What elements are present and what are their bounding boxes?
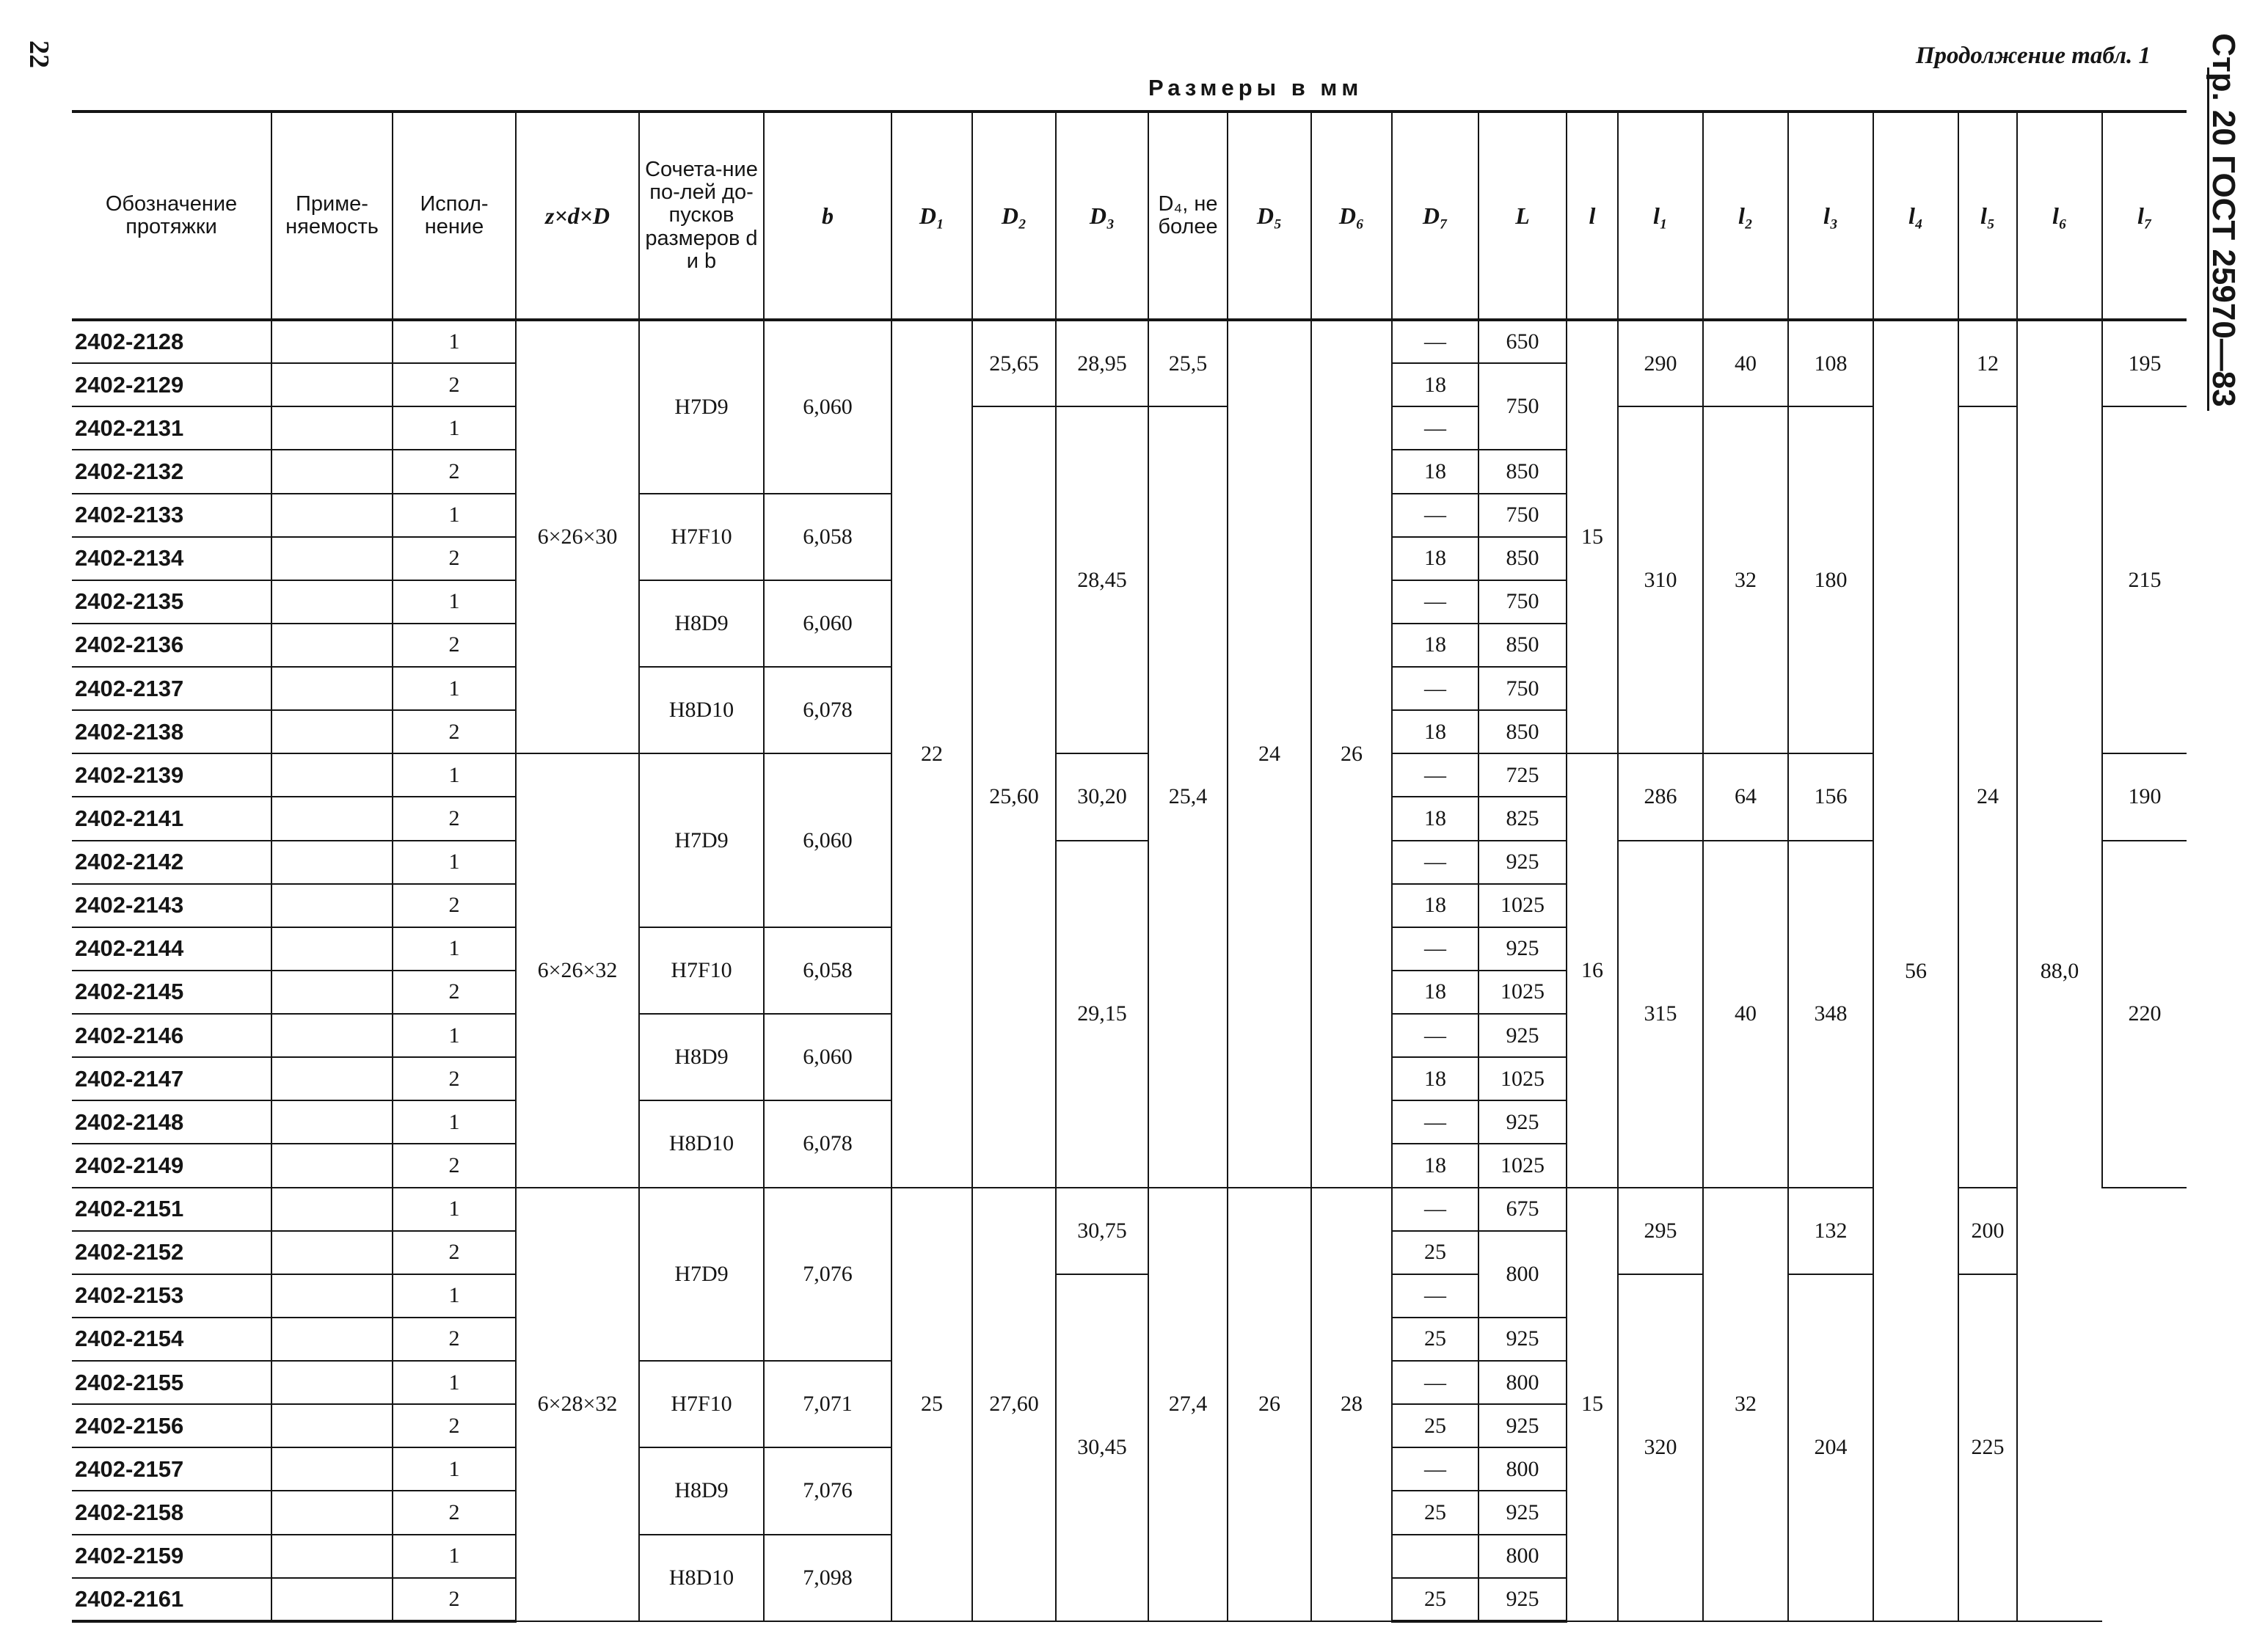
applicability-cell: [271, 927, 393, 971]
side-title-text: Стр. 20 ГОСТ 25970—83: [2206, 33, 2242, 407]
designation-cell: 2402-2151: [72, 1188, 271, 1231]
b-cell: 6,060: [764, 320, 891, 494]
D7-cell: —: [1392, 1188, 1478, 1231]
l4-cell: 56: [1873, 320, 1958, 1621]
designation-cell: 2402-2134: [72, 537, 271, 580]
L-cell: 925: [1478, 1318, 1567, 1361]
applicability-cell: [271, 797, 393, 840]
b-cell: 6,060: [764, 580, 891, 667]
l2-cell: 32: [1703, 1188, 1788, 1622]
version-cell: 1: [393, 494, 516, 537]
D7-cell: —: [1392, 1447, 1478, 1491]
applicability-cell: [271, 450, 393, 493]
tolerance-cell: H8D10: [639, 1100, 764, 1187]
table-row: [72, 753, 2187, 797]
L-cell: 1025: [1478, 1144, 1567, 1187]
D7-cell: 25: [1392, 1318, 1478, 1361]
D5-cell: 26: [1228, 1188, 1311, 1622]
version-cell: 1: [393, 580, 516, 624]
version-cell: 1: [393, 1361, 516, 1404]
applicability-cell: [271, 1100, 393, 1144]
l7-cell: 190: [2102, 753, 2187, 840]
D2-cell: 27,60: [972, 1188, 1056, 1622]
D4-cell: 25,5: [1148, 320, 1228, 406]
L-cell: 825: [1478, 797, 1567, 840]
version-cell: 2: [393, 1491, 516, 1534]
header-D3: D₃: [1056, 112, 1148, 320]
header-l6: l₆: [2017, 112, 2102, 320]
D3-cell: 30,45: [1056, 1274, 1148, 1621]
applicability-cell: [271, 1404, 393, 1447]
L-cell: 925: [1478, 1100, 1567, 1144]
applicability-cell: [271, 710, 393, 753]
l-cell: 15: [1567, 320, 1618, 753]
applicability-cell: [271, 1447, 393, 1491]
l3-cell: 204: [1788, 1274, 1873, 1621]
header-l7: l₇: [2102, 112, 2187, 320]
header-D6: D₆: [1311, 112, 1392, 320]
D1-cell: 25: [891, 1188, 972, 1622]
L-cell: 750: [1478, 494, 1567, 537]
applicability-cell: [271, 406, 393, 450]
D7-cell: —: [1392, 753, 1478, 797]
l2-cell: 64: [1703, 753, 1788, 840]
version-cell: 2: [393, 971, 516, 1014]
applicability-cell: [271, 1318, 393, 1361]
l3-cell: 348: [1788, 841, 1873, 1188]
zdD-cell: 6×26×32: [516, 753, 639, 1187]
version-cell: 1: [393, 320, 516, 363]
D3-cell: 30,75: [1056, 1188, 1148, 1274]
designation-cell: 2402-2138: [72, 710, 271, 753]
D7-cell: —: [1392, 1100, 1478, 1144]
applicability-cell: [271, 753, 393, 797]
tolerance-cell: H8D9: [639, 580, 764, 667]
zdD-cell: 6×28×32: [516, 1188, 639, 1622]
header-D5: D₅: [1228, 112, 1311, 320]
L-cell: 725: [1478, 753, 1567, 797]
version-cell: 1: [393, 1274, 516, 1318]
b-cell: 6,058: [764, 494, 891, 580]
table-row: [72, 406, 2187, 450]
L-cell: 925: [1478, 1578, 1567, 1621]
b-cell: 6,078: [764, 667, 891, 753]
L-cell: 925: [1478, 841, 1567, 884]
version-cell: 1: [393, 1014, 516, 1057]
designation-cell: 2402-2148: [72, 1100, 271, 1144]
version-cell: 2: [393, 1144, 516, 1187]
header-D1: D₁: [891, 112, 972, 320]
D7-cell: 18: [1392, 1144, 1478, 1187]
l1-cell: 315: [1618, 841, 1703, 1188]
l5-cell: 12: [1958, 320, 2017, 406]
L-cell: 850: [1478, 710, 1567, 753]
l7-cell: 200: [1958, 1188, 2017, 1274]
D7-cell: 18: [1392, 797, 1478, 840]
D4-cell: 25,4: [1148, 406, 1228, 1187]
l3-cell: 108: [1788, 320, 1873, 406]
designation-cell: 2402-2146: [72, 1014, 271, 1057]
L-cell: 800: [1478, 1447, 1567, 1491]
designation-cell: 2402-2137: [72, 667, 271, 710]
header-row: [72, 112, 2187, 320]
D3-cell: 28,95: [1056, 320, 1148, 406]
applicability-cell: [271, 1057, 393, 1100]
b-cell: 6,060: [764, 753, 891, 927]
b-cell: 6,060: [764, 1014, 891, 1100]
applicability-cell: [271, 1274, 393, 1318]
D7-cell: —: [1392, 1361, 1478, 1404]
D6-cell: 26: [1311, 320, 1392, 1188]
l2-cell: 40: [1703, 841, 1788, 1188]
tolerance-cell: H7D9: [639, 1188, 764, 1362]
designation-cell: 2402-2154: [72, 1318, 271, 1361]
units-caption: Размеры в мм: [1148, 75, 1363, 101]
version-cell: 1: [393, 753, 516, 797]
D7-cell: 18: [1392, 363, 1478, 406]
applicability-cell: [271, 667, 393, 710]
version-cell: 1: [393, 1535, 516, 1578]
D7-cell: 25: [1392, 1404, 1478, 1447]
D7-cell: 25: [1392, 1231, 1478, 1274]
version-cell: 2: [393, 537, 516, 580]
designation-cell: 2402-2135: [72, 580, 271, 624]
tolerance-cell: H7D9: [639, 753, 764, 927]
D7-cell: 18: [1392, 537, 1478, 580]
designation-cell: 2402-2147: [72, 1057, 271, 1100]
version-cell: 1: [393, 1188, 516, 1231]
L-cell: 925: [1478, 927, 1567, 971]
applicability-cell: [271, 320, 393, 363]
header-version: Испол-нение: [393, 112, 516, 320]
designation-cell: 2402-2139: [72, 753, 271, 797]
L-cell: 925: [1478, 1014, 1567, 1057]
l7-cell: 220: [2102, 841, 2187, 1188]
L-cell: 850: [1478, 537, 1567, 580]
designation-cell: 2402-2152: [72, 1231, 271, 1274]
applicability-cell: [271, 884, 393, 927]
version-cell: 1: [393, 1100, 516, 1144]
version-cell: 2: [393, 797, 516, 840]
header-l3: l₃: [1788, 112, 1873, 320]
designation-cell: 2402-2145: [72, 971, 271, 1014]
D2-cell: 25,65: [972, 320, 1056, 406]
applicability-cell: [271, 1578, 393, 1621]
header-b: b: [764, 112, 891, 320]
b-cell: 7,076: [764, 1188, 891, 1362]
applicability-cell: [271, 580, 393, 624]
l5-cell: 24: [1958, 406, 2017, 1187]
l1-cell: 295: [1618, 1188, 1703, 1274]
designation-cell: 2402-2158: [72, 1491, 271, 1534]
applicability-cell: [271, 363, 393, 406]
D7-cell: —: [1392, 320, 1478, 363]
l2-cell: 32: [1703, 406, 1788, 753]
l3-cell: 132: [1788, 1188, 1873, 1274]
applicability-cell: [271, 1535, 393, 1578]
table-row: [72, 320, 2187, 363]
L-cell: 1025: [1478, 884, 1567, 927]
version-cell: 1: [393, 1447, 516, 1491]
applicability-cell: [271, 1491, 393, 1534]
designation-cell: 2402-2156: [72, 1404, 271, 1447]
D7-cell: —: [1392, 1274, 1478, 1318]
L-cell: 800: [1478, 1535, 1567, 1578]
header-l2: l₂: [1703, 112, 1788, 320]
header-L: L: [1478, 112, 1567, 320]
applicability-cell: [271, 1188, 393, 1231]
designation-cell: 2402-2136: [72, 624, 271, 667]
L-cell: 750: [1478, 580, 1567, 624]
l3-cell: 156: [1788, 753, 1873, 840]
applicability-cell: [271, 537, 393, 580]
D7-cell: —: [1392, 927, 1478, 971]
D7-cell: —: [1392, 841, 1478, 884]
D4-cell: 27,4: [1148, 1188, 1228, 1622]
L-cell: 800: [1478, 1231, 1567, 1318]
version-cell: 2: [393, 450, 516, 493]
L-cell: 750: [1478, 667, 1567, 710]
version-cell: 2: [393, 1578, 516, 1621]
tolerance-cell: H8D9: [639, 1447, 764, 1534]
designation-cell: 2402-2155: [72, 1361, 271, 1404]
header-zdD: z×d×D: [516, 112, 639, 320]
designation-cell: 2402-2144: [72, 927, 271, 971]
header-D4: D₄, не более: [1148, 112, 1228, 320]
tolerance-cell: H7F10: [639, 927, 764, 1014]
l7-cell: 215: [2102, 406, 2187, 753]
l7-cell: 225: [1958, 1274, 2017, 1621]
version-cell: 2: [393, 1057, 516, 1100]
designation-cell: 2402-2132: [72, 450, 271, 493]
D3-cell: 29,15: [1056, 841, 1148, 1188]
D7-cell: —: [1392, 1014, 1478, 1057]
l3-cell: 180: [1788, 406, 1873, 753]
L-cell: 1025: [1478, 971, 1567, 1014]
L-cell: 675: [1478, 1188, 1567, 1231]
version-cell: 2: [393, 363, 516, 406]
l6-cell: 88,0: [2017, 320, 2102, 1621]
b-cell: 7,076: [764, 1447, 891, 1534]
D7-cell: —: [1392, 580, 1478, 624]
D2-cell: 25,60: [972, 406, 1056, 1187]
tolerance-cell: H8D9: [639, 1014, 764, 1100]
applicability-cell: [271, 971, 393, 1014]
applicability-cell: [271, 624, 393, 667]
L-cell: 925: [1478, 1491, 1567, 1534]
D5-cell: 24: [1228, 320, 1311, 1188]
designation-cell: 2402-2131: [72, 406, 271, 450]
designation-cell: 2402-2153: [72, 1274, 271, 1318]
side-title: [2190, 29, 2256, 411]
applicability-cell: [271, 1144, 393, 1187]
tolerance-cell: H7D9: [639, 320, 764, 494]
l-cell: 16: [1567, 753, 1618, 1187]
version-cell: 2: [393, 710, 516, 753]
applicability-cell: [271, 1014, 393, 1057]
b-cell: 6,058: [764, 927, 891, 1014]
header-tolerance: Сочета-ние по-лей до-пусков размеров d и b: [639, 112, 764, 320]
header-l4: l₄: [1873, 112, 1958, 320]
L-cell: 750: [1478, 363, 1567, 450]
b-cell: 7,098: [764, 1535, 891, 1622]
header-designation: Обозначение протяжки: [72, 112, 271, 320]
tolerance-cell: H7F10: [639, 494, 764, 580]
header-D2: D₂: [972, 112, 1056, 320]
designation-cell: 2402-2133: [72, 494, 271, 537]
L-cell: 850: [1478, 450, 1567, 493]
table-row: [72, 1274, 2187, 1318]
designation-cell: 2402-2157: [72, 1447, 271, 1491]
header-l5: l₅: [1958, 112, 2017, 320]
table-row: [72, 1188, 2187, 1231]
zdD-cell: 6×26×30: [516, 320, 639, 753]
D7-cell: —: [1392, 494, 1478, 537]
designation-cell: 2402-2142: [72, 841, 271, 884]
table-continuation-label: Продолжение табл. 1: [1915, 43, 2151, 69]
version-cell: 1: [393, 841, 516, 884]
D7-cell: 18: [1392, 884, 1478, 927]
D7-cell: 18: [1392, 710, 1478, 753]
D3-cell: 28,45: [1056, 406, 1148, 753]
l2-cell: 40: [1703, 320, 1788, 406]
l1-cell: 286: [1618, 753, 1703, 840]
D7-cell: 18: [1392, 624, 1478, 667]
D7-cell: 18: [1392, 971, 1478, 1014]
applicability-cell: [271, 841, 393, 884]
D7-cell: [1392, 1535, 1478, 1578]
L-cell: 650: [1478, 320, 1567, 363]
header-D7: D₇: [1392, 112, 1478, 320]
D1-cell: 22: [891, 320, 972, 1188]
version-cell: 1: [393, 927, 516, 971]
designation-cell: 2402-2159: [72, 1535, 271, 1578]
D6-cell: 28: [1311, 1188, 1392, 1622]
version-cell: 2: [393, 624, 516, 667]
designation-cell: 2402-2128: [72, 320, 271, 363]
applicability-cell: [271, 1231, 393, 1274]
broach-dimensions-table: [72, 110, 2187, 1623]
D7-cell: 18: [1392, 450, 1478, 493]
table-row: [72, 841, 2187, 884]
header-applicability: Приме-няемость: [271, 112, 393, 320]
version-cell: 2: [393, 1404, 516, 1447]
header-l: l: [1567, 112, 1618, 320]
applicability-cell: [271, 1361, 393, 1404]
applicability-cell: [271, 494, 393, 537]
D7-cell: 18: [1392, 1057, 1478, 1100]
L-cell: 925: [1478, 1404, 1567, 1447]
designation-cell: 2402-2161: [72, 1578, 271, 1621]
l1-cell: 310: [1618, 406, 1703, 753]
tolerance-cell: H7F10: [639, 1361, 764, 1447]
version-cell: 1: [393, 406, 516, 450]
l7-cell: 195: [2102, 320, 2187, 406]
D7-cell: —: [1392, 667, 1478, 710]
D3-cell: 30,20: [1056, 753, 1148, 840]
b-cell: 6,078: [764, 1100, 891, 1187]
l1-cell: 320: [1618, 1274, 1703, 1621]
designation-cell: 2402-2141: [72, 797, 271, 840]
version-cell: 2: [393, 1231, 516, 1274]
tolerance-cell: H8D10: [639, 1535, 764, 1622]
header-l1: l₁: [1618, 112, 1703, 320]
L-cell: 850: [1478, 624, 1567, 667]
L-cell: 1025: [1478, 1057, 1567, 1100]
b-cell: 7,071: [764, 1361, 891, 1447]
D7-cell: 25: [1392, 1491, 1478, 1534]
version-cell: 1: [393, 667, 516, 710]
designation-cell: 2402-2149: [72, 1144, 271, 1187]
page-number: 22: [23, 40, 54, 68]
designation-cell: 2402-2129: [72, 363, 271, 406]
l1-cell: 290: [1618, 320, 1703, 406]
version-cell: 2: [393, 1318, 516, 1361]
L-cell: 800: [1478, 1361, 1567, 1404]
tolerance-cell: H8D10: [639, 667, 764, 753]
version-cell: 2: [393, 884, 516, 927]
designation-cell: 2402-2143: [72, 884, 271, 927]
D7-cell: —: [1392, 406, 1478, 450]
D7-cell: 25: [1392, 1578, 1478, 1621]
l-cell: 15: [1567, 1188, 1618, 1622]
